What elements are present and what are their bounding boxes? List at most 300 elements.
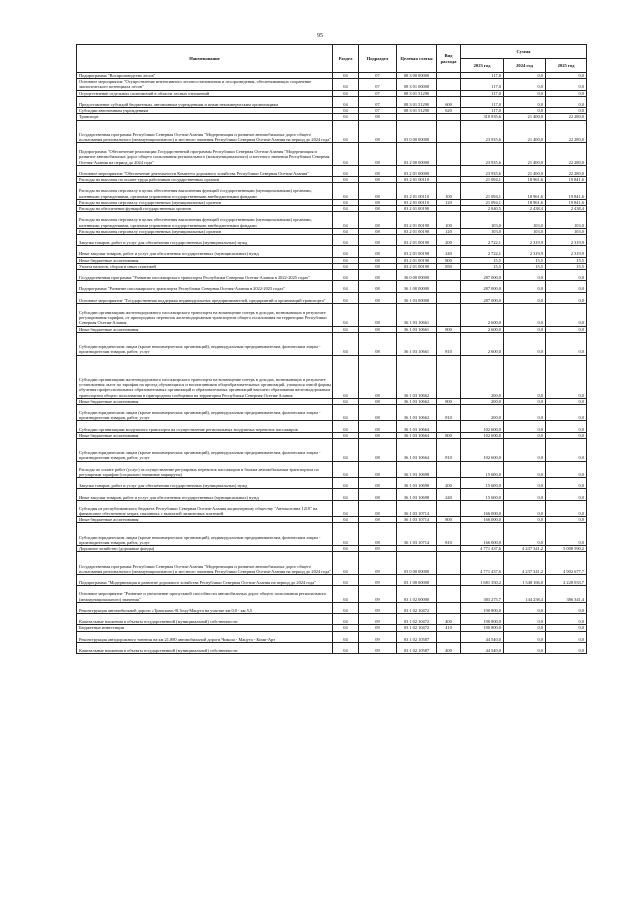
row-sum-2023: 190 800,0 — [461, 625, 504, 631]
row-name: Субсидии юридическим лицам (кроме некоммерческих организаций), индивидуальным предпринимателям, физическим лицам - производителям товаров, работ, услуг — [77, 332, 333, 355]
row-sum-2024: 4 237 341,2 — [504, 546, 546, 552]
row-name: Реконструкция автомобильной дороги «Транскам»-В.Згид-Мацута на участке км 0,0 - км 5,5 — [77, 602, 333, 613]
table-row — [77, 79, 587, 90]
row-sum-2024: 0,0 — [504, 292, 546, 303]
row-section: 04 — [333, 199, 359, 205]
row-sum-2023: 117,0 — [461, 73, 504, 79]
row-name: Расходы на выплаты персоналу государственных (муниципальных) органов — [77, 228, 333, 234]
row-subsection: 08 — [359, 234, 397, 245]
row-expense-type: 800 — [437, 517, 461, 523]
row-name: Иные закупки товаров, работ и услуг для обеспечения государственных (муниципальных) нужд — [77, 489, 333, 500]
row-section: 04 — [333, 96, 359, 107]
row-target: 03 0 00 00000 — [397, 120, 437, 143]
table-row — [77, 143, 587, 166]
row-sum-2023: 15 600,0 — [461, 478, 504, 489]
row-sum-2025: 2 438,4 — [546, 206, 587, 212]
row-target: 08 3 01 51290 — [397, 108, 437, 114]
row-sum-2024: 21 400,0 — [504, 165, 546, 176]
row-subsection: 08 — [359, 143, 397, 166]
row-target: 03 2 01 00190 — [397, 263, 437, 269]
table-row — [77, 165, 587, 176]
row-subsection: 09 — [359, 552, 397, 575]
row-sum-2024: 0,0 — [504, 478, 546, 489]
table-row — [77, 96, 587, 107]
row-target: 36 1 03 10661 — [397, 326, 437, 332]
table-body — [77, 73, 587, 654]
row-name: Государственная программа "Развитие пассажирского транспорта Республики Северная Осетия-Алания в 2022-2025 годах" — [77, 270, 333, 281]
budget-table — [76, 44, 587, 654]
row-expense-type — [437, 120, 461, 143]
row-expense-type: 810 — [437, 332, 461, 355]
row-expense-type: 120 — [437, 199, 461, 205]
row-sum-2024: 21 400,0 — [504, 114, 546, 120]
row-subsection: 07 — [359, 90, 397, 96]
row-sum-2023: 2 600,0 — [461, 332, 504, 355]
row-sum-2024: 21 400,0 — [504, 120, 546, 143]
table-row — [77, 461, 587, 477]
row-subsection: 07 — [359, 108, 397, 114]
row-section: 04 — [333, 326, 359, 332]
row-sum-2025: 19 841,6 — [546, 183, 587, 199]
row-subsection: 08 — [359, 438, 397, 461]
row-subsection: 08 — [359, 303, 397, 326]
row-section: 04 — [333, 355, 359, 398]
row-name: Уплата налогов, сборов и иных платежей — [77, 263, 333, 269]
row-subsection: 08 — [359, 478, 397, 489]
row-sum-2023: 44 540,0 — [461, 631, 504, 642]
row-sum-2025: 15,5 — [546, 257, 587, 263]
row-section: 04 — [333, 586, 359, 602]
row-expense-type: 240 — [437, 489, 461, 500]
row-subsection: 08 — [359, 114, 397, 120]
row-subsection: 07 — [359, 79, 397, 90]
row-sum-2023: 166 000,0 — [461, 500, 504, 516]
row-expense-type: 200 — [437, 478, 461, 489]
row-sum-2023: 190 800,0 — [461, 614, 504, 625]
row-sum-2024: 144 258,4 — [504, 586, 546, 602]
row-subsection: 07 — [359, 96, 397, 107]
row-target: 36 1 03 10714 — [397, 500, 437, 516]
row-sum-2025: 0,0 — [546, 642, 587, 653]
row-sum-2023: 287 000,0 — [461, 270, 504, 281]
row-section: 04 — [333, 108, 359, 114]
row-sum-2024: 0,0 — [504, 489, 546, 500]
row-subsection: 08 — [359, 246, 397, 257]
row-expense-type: 800 — [437, 432, 461, 438]
row-sum-2025: 15,5 — [546, 263, 587, 269]
row-target: 03 2 00 00000 — [397, 143, 437, 166]
row-subsection: 09 — [359, 625, 397, 631]
row-sum-2024: 0,0 — [504, 79, 546, 90]
table-row — [77, 586, 587, 602]
row-sum-2023: 166 000,0 — [461, 523, 504, 546]
row-sum-2023: 2 600,0 — [461, 326, 504, 332]
row-sum-2025: 0,0 — [546, 438, 587, 461]
row-target: 03 2 01 00190 — [397, 206, 437, 212]
row-name: Расходы по оплате работ (услуг) за осуществление регулярных перевозок пассажиров и багажа автомобильным транспортом по регулярным тарифам (социально значимые маршруты) — [77, 461, 333, 477]
row-name: Подпрограмма "Модернизация и развитие дорожного хозяйства Республики Северная Осетия-Алания на период до 2024 года" — [77, 574, 333, 585]
row-sum-2024: 18 961,6 — [504, 183, 546, 199]
row-sum-2024: 0,0 — [504, 614, 546, 625]
row-name: Предоставление субсидий бюджетным, автономным учреждениям и иным некоммерческим организациям — [77, 96, 333, 107]
row-target: 03 2 01 00110 — [397, 199, 437, 205]
row-name: Субсидии организациям железнодорожного пассажирского транспорта на возмещение потерь в доходах, возникающих в результате установления льгот по тарифам на проезд обучающихся и воспитанников общеобразовательных организаций, учащихся очной формы обучения профессиональных образовательных организаций и образовательных организаций высшего образования железнодорожным транспортом общего пользования в пригородном сообщении на территории Республики Северная Осетия-Алания — [77, 355, 333, 398]
row-expense-type: 800 — [437, 398, 461, 404]
row-section: 04 — [333, 478, 359, 489]
row-expense-type — [437, 270, 461, 281]
row-subsection: 08 — [359, 432, 397, 438]
table-row — [77, 614, 587, 625]
row-section: 04 — [333, 120, 359, 143]
row-section: 04 — [333, 489, 359, 500]
row-sum-2023: 287 000,0 — [461, 281, 504, 292]
header-subsection: Подраздел — [359, 45, 397, 73]
table-row — [77, 500, 587, 516]
row-target: 36 1 03 10662 — [397, 398, 437, 404]
row-section: 04 — [333, 398, 359, 404]
row-subsection: 08 — [359, 500, 397, 516]
row-name: Государственная программа Республики Северная Осетия-Алания "Модернизация и развитие автомобильных дорог общего пользования регионального (межмуниципального) и местного значения Республики Северная Осетия-Алания на период до 2024 года" — [77, 120, 333, 143]
row-target: 36 1 03 10662 — [397, 404, 437, 420]
row-sum-2024: 4 237 341,2 — [504, 552, 546, 575]
row-target: 08 3 01 00000 — [397, 79, 437, 90]
row-section: 04 — [333, 114, 359, 120]
row-subsection: 07 — [359, 73, 397, 79]
row-sum-2025: 0,0 — [546, 108, 587, 114]
row-subsection: 08 — [359, 281, 397, 292]
row-sum-2025: 19 841,6 — [546, 177, 587, 183]
row-sum-2023: 102 600,0 — [461, 438, 504, 461]
row-sum-2025: 0,0 — [546, 517, 587, 523]
row-section: 04 — [333, 79, 359, 90]
row-sum-2025: 0,0 — [546, 326, 587, 332]
row-expense-type — [437, 281, 461, 292]
row-name: Осуществление отдельных полномочий в области лесных отношений — [77, 90, 333, 96]
row-section: 04 — [333, 602, 359, 613]
header-sum: Сумма — [461, 45, 587, 59]
row-name: Иные бюджетные ассигнования — [77, 326, 333, 332]
row-section: 04 — [333, 631, 359, 642]
row-subsection: 08 — [359, 228, 397, 234]
row-sum-2024: 0,0 — [504, 281, 546, 292]
row-sum-2025: 0,0 — [546, 461, 587, 477]
row-subsection: 09 — [359, 602, 397, 613]
row-sum-2025: 103,0 — [546, 228, 587, 234]
row-subsection: 08 — [359, 421, 397, 432]
row-sum-2025: 2 319,9 — [546, 246, 587, 257]
row-sum-2023: 190 800,0 — [461, 602, 504, 613]
row-name: Основное мероприятие "Обеспечение деятельности Комитета дорожного хозяйства Республики Северная Осетия-Алания" — [77, 165, 333, 176]
row-name: Расходы на обеспечение функций государственных органов — [77, 206, 333, 212]
row-expense-type — [437, 602, 461, 613]
row-name: Иные бюджетные ассигнования — [77, 432, 333, 438]
row-sum-2025: 0,0 — [546, 270, 587, 281]
row-subsection: 08 — [359, 292, 397, 303]
row-sum-2024: 0,0 — [504, 303, 546, 326]
row-expense-type — [437, 631, 461, 642]
table-row — [77, 642, 587, 653]
row-expense-type: 810 — [437, 404, 461, 420]
row-section: 04 — [333, 523, 359, 546]
row-expense-type: 100 — [437, 183, 461, 199]
row-expense-type — [437, 574, 461, 585]
row-sum-2024: 0,0 — [504, 326, 546, 332]
row-sum-2025: 0,0 — [546, 96, 587, 107]
row-expense-type — [437, 461, 461, 477]
row-sum-2025: 22 280,0 — [546, 120, 587, 143]
row-sum-2024: 0,0 — [504, 438, 546, 461]
row-expense-type — [437, 165, 461, 176]
row-target: 36 0 00 00000 — [397, 270, 437, 281]
row-subsection: 08 — [359, 177, 397, 183]
row-target: 03 1 00 00000 — [397, 574, 437, 585]
row-sum-2023: 200,0 — [461, 355, 504, 398]
row-expense-type: 800 — [437, 257, 461, 263]
row-sum-2025: 0,0 — [546, 398, 587, 404]
row-subsection: 08 — [359, 398, 397, 404]
row-expense-type — [437, 143, 461, 166]
row-expense-type: 800 — [437, 326, 461, 332]
row-subsection: 08 — [359, 206, 397, 212]
table-row — [77, 552, 587, 575]
row-sum-2023: 2 840,5 — [461, 206, 504, 212]
row-sum-2023: 103,0 — [461, 228, 504, 234]
row-section: 04 — [333, 90, 359, 96]
row-section: 04 — [333, 177, 359, 183]
row-name: Иные бюджетные ассигнования — [77, 257, 333, 263]
row-name: Расходы на выплаты по оплате труда работников государственных органов — [77, 177, 333, 183]
row-section: 04 — [333, 461, 359, 477]
row-sum-2024: 0,0 — [504, 500, 546, 516]
row-expense-type — [437, 552, 461, 575]
row-expense-type: 850 — [437, 263, 461, 269]
row-sum-2025: 0,0 — [546, 73, 587, 79]
row-section: 04 — [333, 625, 359, 631]
row-section: 04 — [333, 332, 359, 355]
row-subsection: 08 — [359, 120, 397, 143]
row-subsection: 08 — [359, 165, 397, 176]
row-sum-2024: 21 400,0 — [504, 143, 546, 166]
table-header — [77, 45, 587, 73]
row-sum-2023: 310 935,6 — [461, 114, 504, 120]
table-row — [77, 489, 587, 500]
row-name: Капитальные вложения в объекты государственной (муниципальной) собственности — [77, 642, 333, 653]
row-name: Субсидии организациям железнодорожного пассажирского транспорта на возмещение потерь в доходах, возникающих в результате регулирования тарифов, от пригородных перевозок железнодорожным транспортом общего пользования на территории Республики Северная Осетия-Алания — [77, 303, 333, 326]
row-sum-2023: 15,5 — [461, 263, 504, 269]
header-year-2024: 2024 год — [504, 59, 546, 73]
row-sum-2024: 0,0 — [504, 90, 546, 96]
row-sum-2025: 2 319,9 — [546, 234, 587, 245]
row-sum-2025: 0,0 — [546, 421, 587, 432]
table-row — [77, 212, 587, 228]
row-sum-2024: 0,0 — [504, 270, 546, 281]
row-section: 04 — [333, 206, 359, 212]
row-target: 36 1 03 10661 — [397, 332, 437, 355]
table-row — [77, 234, 587, 245]
row-name: Субсидии юридическим лицам (кроме некоммерческих организаций), индивидуальным предпринимателям, физическим лицам - производителям товаров, работ, услуг — [77, 438, 333, 461]
header-name: Наименование — [77, 45, 333, 73]
row-target: 03 1 02 10587 — [397, 631, 437, 642]
row-expense-type — [437, 586, 461, 602]
row-target: 03 1 02 10472 — [397, 602, 437, 613]
row-name: Закупка товаров, работ и услуг для обеспечения государственных (муниципальных) нужд — [77, 234, 333, 245]
row-target: 03 2 01 00190 — [397, 257, 437, 263]
table-row — [77, 281, 587, 292]
row-sum-2024: 0,0 — [504, 73, 546, 79]
row-sum-2024: 0,0 — [504, 332, 546, 355]
row-name: Подпрограмма "Обеспечение реализации Государственной программы Республики Северная Осетия-Алания "Модернизация и развитие автомобильных дорог общего пользования регионального (межмуниципального) и местного значения Республики Северная Осетия-Алания на период до 2024 года" — [77, 143, 333, 166]
row-expense-type — [437, 292, 461, 303]
row-name: Основное мероприятие "Осуществление интенсивного лесовосстановления и лесоразведения, обеспечивающих сохранение экологического потенциала лесов" — [77, 79, 333, 90]
table-row — [77, 631, 587, 642]
row-target: 03 2 01 00190 — [397, 228, 437, 234]
row-sum-2023: 23 935,6 — [461, 143, 504, 166]
row-sum-2023: 102 600,0 — [461, 421, 504, 432]
row-sum-2024: 0,0 — [504, 404, 546, 420]
row-sum-2025: 0,0 — [546, 404, 587, 420]
row-sum-2024: 0,0 — [504, 432, 546, 438]
row-sum-2024: 2 319,9 — [504, 234, 546, 245]
row-target: 36 1 03 10714 — [397, 517, 437, 523]
row-subsection: 08 — [359, 183, 397, 199]
row-name: Государственная программа Республики Северная Осетия-Алания "Модернизация и развитие автомобильных дорог общего пользования регионального (межмуниципального) и местного значения Республики Северная Осетия-Алания на период до 2024 года" — [77, 552, 333, 575]
row-sum-2024: 15,5 — [504, 263, 546, 269]
row-name: Расходы на выплаты персоналу в целях обеспечения выполнения функций государственными (муниципальными) органами, казенными учреждениями, органами управления государственными внебюджетными фондами — [77, 212, 333, 228]
row-sum-2023: 200,0 — [461, 404, 504, 420]
page-number: 95 — [317, 33, 323, 39]
row-target: 03 1 02 10587 — [397, 642, 437, 653]
row-subsection: 08 — [359, 332, 397, 355]
row-sum-2025: 22 280,0 — [546, 165, 587, 176]
row-sum-2025: 0,0 — [546, 523, 587, 546]
row-sum-2024: 0,0 — [504, 523, 546, 546]
row-sum-2025: 4 902 677,7 — [546, 552, 587, 575]
row-name: Иные закупки товаров, работ и услуг для обеспечения государственных (муниципальных) нужд — [77, 246, 333, 257]
row-expense-type: 600 — [437, 96, 461, 107]
row-name: Субсидии юридическим лицам (кроме некоммерческих организаций), индивидуальным предпринимателям, физическим лицам - производителям товаров, работ, услуг — [77, 523, 333, 546]
row-target: 08 3 01 51290 — [397, 90, 437, 96]
table-row — [77, 438, 587, 461]
row-section: 04 — [333, 574, 359, 585]
row-section: 04 — [333, 500, 359, 516]
row-name: Расходы на выплаты персоналу государственных (муниципальных) органов — [77, 199, 333, 205]
row-subsection: 08 — [359, 404, 397, 420]
row-sum-2023: 103,0 — [461, 212, 504, 228]
row-sum-2025: 0,0 — [546, 500, 587, 516]
row-name: Иные бюджетные ассигнования — [77, 398, 333, 404]
row-expense-type — [437, 500, 461, 516]
row-target: 03 2 01 00110 — [397, 177, 437, 183]
row-subsection: 09 — [359, 586, 397, 602]
row-name: Подпрограмма "Развитие пассажирского транспорта Республики Северная Осетия-Алания в 2022-2025 годах" — [77, 281, 333, 292]
row-sum-2025: 0,0 — [546, 625, 587, 631]
table-row — [77, 246, 587, 257]
row-target: 03 2 01 00190 — [397, 234, 437, 245]
row-section: 04 — [333, 234, 359, 245]
row-sum-2024: 0,0 — [504, 398, 546, 404]
row-sum-2024: 0,0 — [504, 631, 546, 642]
row-sum-2025: 0,0 — [546, 90, 587, 96]
row-subsection: 09 — [359, 642, 397, 653]
row-sum-2023: 23 935,6 — [461, 120, 504, 143]
row-section: 04 — [333, 257, 359, 263]
row-target: 03 2 01 00000 — [397, 165, 437, 176]
row-sum-2025: 0,0 — [546, 332, 587, 355]
row-target: 03 2 01 00110 — [397, 183, 437, 199]
row-target: 03 1 02 10472 — [397, 625, 437, 631]
row-sum-2025: 2 228 033,7 — [546, 574, 587, 585]
row-sum-2023: 117,0 — [461, 79, 504, 90]
row-expense-type: 410 — [437, 625, 461, 631]
row-section: 04 — [333, 642, 359, 653]
row-sum-2025: 5 008 590,2 — [546, 546, 587, 552]
row-section: 04 — [333, 614, 359, 625]
header-year-2023: 2023 год — [461, 59, 504, 73]
table-row — [77, 332, 587, 355]
row-section: 04 — [333, 546, 359, 552]
header-target: Целевая статья — [397, 45, 437, 73]
table-row — [77, 270, 587, 281]
table-row — [77, 523, 587, 546]
row-subsection: 09 — [359, 614, 397, 625]
row-section: 04 — [333, 165, 359, 176]
row-section: 04 — [333, 421, 359, 432]
row-target: 36 1 03 10698 — [397, 489, 437, 500]
row-name: Субсидии организациям воздушного транспорта на осуществление региональных воздушных перевозок пассажиров — [77, 421, 333, 432]
row-sum-2025: 0,0 — [546, 292, 587, 303]
row-sum-2024: 0,0 — [504, 461, 546, 477]
row-sum-2023: 23 935,6 — [461, 165, 504, 176]
row-section: 04 — [333, 281, 359, 292]
row-target: 03 1 02 10472 — [397, 614, 437, 625]
row-name: Субсидии автономным учреждениям — [77, 108, 333, 114]
row-expense-type: 810 — [437, 438, 461, 461]
row-section: 04 — [333, 183, 359, 199]
row-section: 04 — [333, 432, 359, 438]
row-expense-type — [437, 355, 461, 398]
row-name: Субсидия из республиканского бюджета Республики Северная Осетия-Алания акционерному обществу "Автоколонна 1210" на финансовое обеспечение затрат, связанных с выплатой лизинговых платежей — [77, 500, 333, 516]
row-sum-2024: 103,0 — [504, 228, 546, 234]
row-name: Основное мероприятие "Государственная поддержка индивидуальных предпринимателей, предприятий и организаций транспорта" — [77, 292, 333, 303]
row-sum-2025: 0,0 — [546, 478, 587, 489]
row-subsection: 08 — [359, 355, 397, 398]
header-year-2025: 2025 год — [546, 59, 587, 73]
row-subsection: 08 — [359, 212, 397, 228]
row-sum-2025: 0,0 — [546, 602, 587, 613]
row-section: 04 — [333, 263, 359, 269]
row-expense-type: 120 — [437, 228, 461, 234]
row-section: 04 — [333, 212, 359, 228]
row-expense-type — [437, 303, 461, 326]
row-sum-2023: 4 771 437,6 — [461, 546, 504, 552]
row-sum-2023: 117,0 — [461, 96, 504, 107]
row-subsection: 08 — [359, 461, 397, 477]
row-sum-2024: 0,0 — [504, 421, 546, 432]
row-sum-2023: 21 094,1 — [461, 177, 504, 183]
row-sum-2023: 21 094,1 — [461, 199, 504, 205]
row-sum-2023: 15,5 — [461, 257, 504, 263]
row-name: Транспорт — [77, 114, 333, 120]
row-subsection: 09 — [359, 574, 397, 585]
table-row — [77, 292, 587, 303]
table-row — [77, 404, 587, 420]
row-target: 03 2 01 00190 — [397, 212, 437, 228]
row-section: 04 — [333, 303, 359, 326]
row-target: 03 2 01 00190 — [397, 246, 437, 257]
row-expense-type — [437, 79, 461, 90]
row-sum-2023: 2 722,1 — [461, 234, 504, 245]
row-sum-2025: 0,0 — [546, 432, 587, 438]
